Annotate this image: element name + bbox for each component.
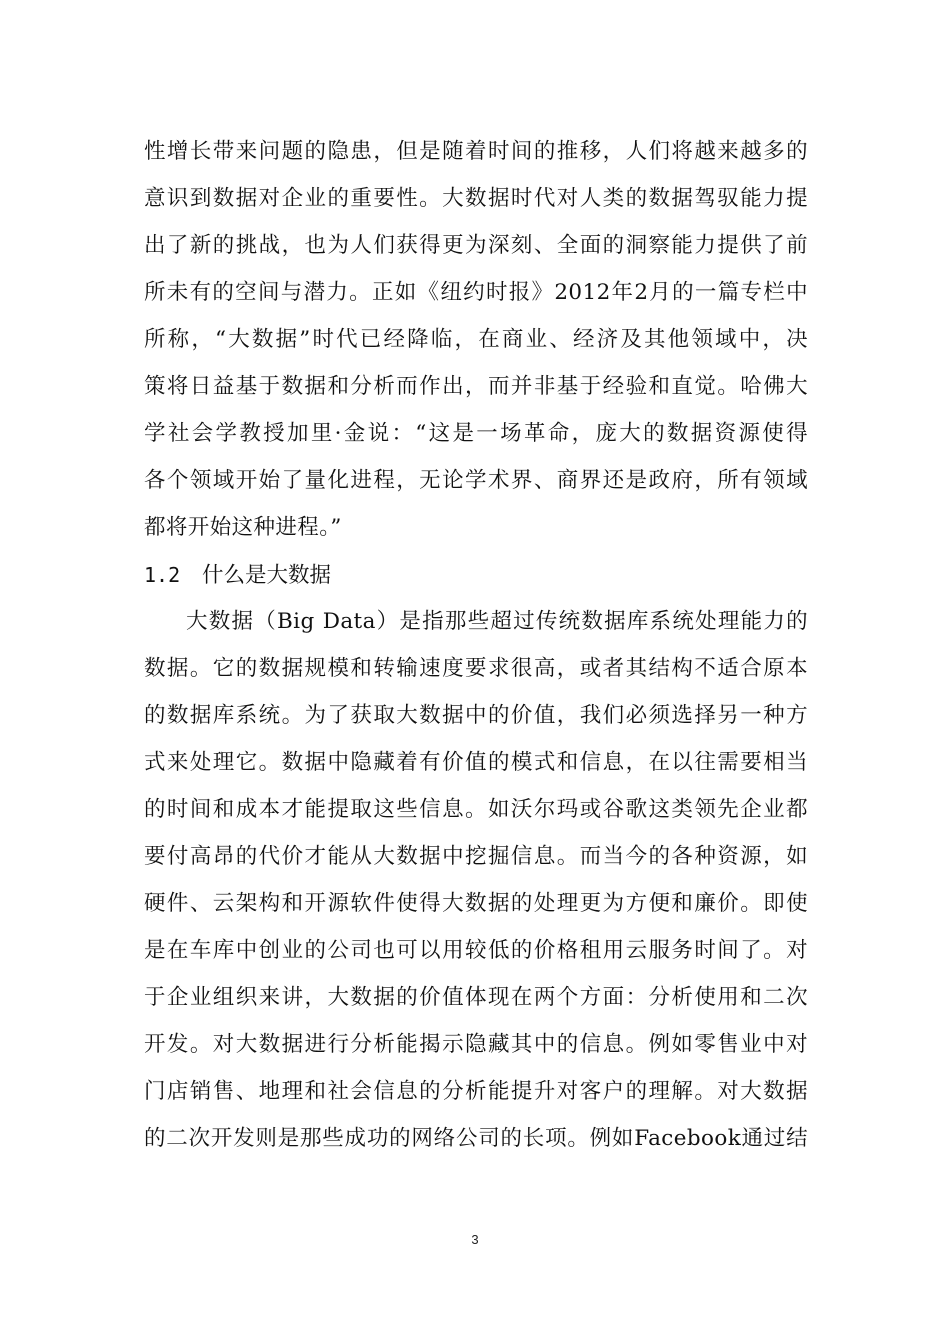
paragraph-1-line: 学社会学教授加里·金说：“这是一场革命，庞大的数据资源使得 (144, 421, 808, 446)
paragraph-1-line: 各个领域开始了量化进程，无论学术界、商界还是政府，所有领域 (144, 468, 808, 493)
paragraph-2-line: 要付高昂的代价才能从大数据中挖掘信息。而当今的各种资源，如 (144, 844, 808, 869)
section-number: 1.2 (144, 563, 181, 587)
paragraph-2-line: 的时间和成本才能提取这些信息。如沃尔玛或谷歌这类领先企业都 (144, 797, 808, 822)
paragraph-2-line: 的数据库系统。为了获取大数据中的价值，我们必须选择另一种方 (144, 703, 808, 728)
paragraph-1-line: 都将开始这种进程。” (144, 515, 342, 540)
paragraph-1-line: 所称，“大数据”时代已经降临，在商业、经济及其他领域中，决 (144, 327, 808, 352)
paragraph-2-line: 大数据（Big Data）是指那些超过传统数据库系统处理能力的 (186, 609, 808, 634)
paragraph-1-line: 出了新的挑战，也为人们获得更为深刻、全面的洞察能力提供了前 (144, 233, 808, 258)
page-number: 3 (471, 1232, 479, 1247)
paragraph-2-line: 门店销售、地理和社会信息的分析能提升对客户的理解。对大数据 (144, 1079, 808, 1104)
section-heading (144, 560, 331, 590)
paragraph-2-line: 开发。对大数据进行分析能揭示隐藏其中的信息。例如零售业中对 (144, 1032, 808, 1057)
paragraph-1-line: 意识到数据对企业的重要性。大数据时代对人类的数据驾驭能力提 (144, 186, 808, 211)
section-title: 什么是大数据 (202, 563, 332, 588)
paragraph-2-line: 数据。它的数据规模和转输速度要求很高，或者其结构不适合原本 (144, 656, 808, 681)
paragraph-2-line: 式来处理它。数据中隐藏着有价值的模式和信息，在以往需要相当 (144, 750, 808, 775)
paragraph-1-line: 性增长带来问题的隐患，但是随着时间的推移，人们将越来越多的 (144, 139, 808, 164)
paragraph-2-line: 的二次开发则是那些成功的网络公司的长项。例如Facebook通过结 (144, 1126, 808, 1151)
paragraph-2-line: 是在车库中创业的公司也可以用较低的价格租用云服务时间了。对 (144, 938, 808, 963)
paragraph-1-line: 所未有的空间与潜力。正如《纽约时报》2012年2月的一篇专栏中 (144, 280, 808, 305)
paragraph-2-line: 硬件、云架构和开源软件使得大数据的处理更为方便和廉价。即使 (144, 891, 808, 916)
paragraph-1-line: 策将日益基于数据和分析而作出，而并非基于经验和直觉。哈佛大 (144, 374, 808, 399)
paragraph-2-line: 于企业组织来讲，大数据的价值体现在两个方面：分析使用和二次 (144, 985, 808, 1010)
